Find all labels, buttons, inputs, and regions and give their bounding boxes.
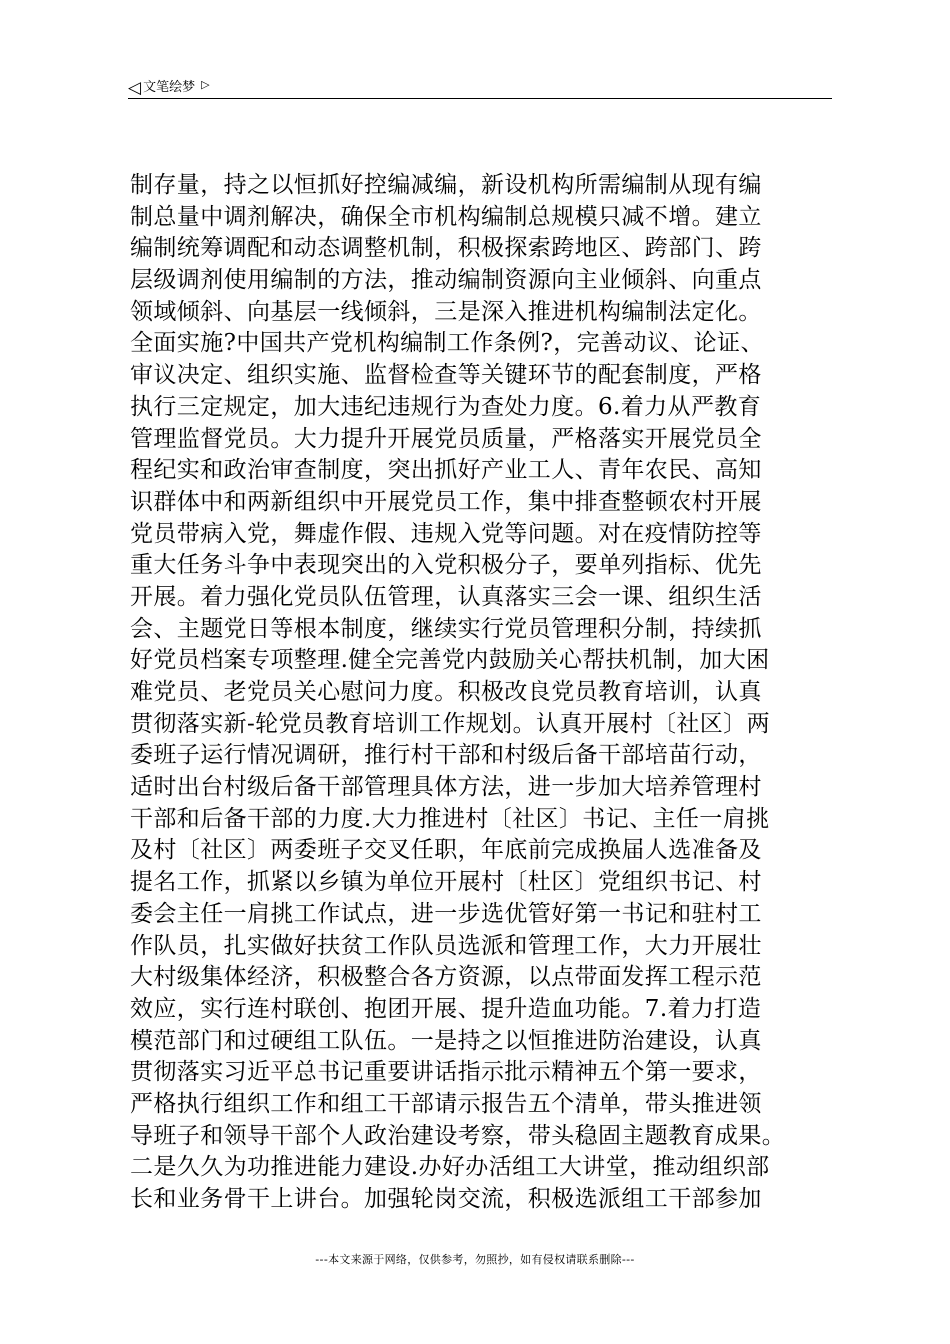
- body-line: 委会主任一肩挑工作试点，进一步选优管好第一书记和驻村工: [130, 900, 762, 927]
- body-line: 党员带病入党，舞虚作假、违规入党等问题。对在疫情防控等: [130, 520, 762, 547]
- body-line: 委班子运行情况调研，推行村干部和村级后备干部培苗行动，: [130, 742, 762, 769]
- body-line: 领域倾斜、向基层一线倾斜，三是深入推进机构编制法定化。: [130, 298, 762, 325]
- header-brand: [128, 76, 210, 98]
- body-line: 提名工作，抓紧以乡镇为单位开展村〔杜区〕党组织书记、村: [130, 869, 762, 896]
- body-line: 制存量，持之以恒抓好控编减编，新设机构所需编制从现有编: [130, 172, 762, 198]
- body-line: 重大任务斗争中表现突出的入党积极分子，要单列指标、优先: [130, 552, 762, 579]
- body-line: 难党员、老党员关心慰问力度。积极改良党员教育培训，认真: [130, 679, 762, 705]
- body-line: 严格执行组织工作和组工干部请示报告五个清单，带头推进领: [130, 1090, 762, 1117]
- triangle-right-icon: ▷: [201, 78, 210, 91]
- body-line: 及村〔社区〕两委班子交叉任职，年底前完成换届人选准备及: [130, 837, 762, 864]
- body-line: 管理监督党员。大力提升开展党员质量，严格落实开展党员全: [130, 425, 762, 452]
- body-line: 执行三定规定，加大违纪违规行为查处力度。6.着力从严教育: [130, 393, 762, 420]
- body-line: 大村级集体经济，积极整合各方资源，以点带面发挥工程示范: [130, 964, 762, 991]
- body-line: 作队员，扎实做好扶贫工作队员选派和管理工作，大力开展壮: [130, 932, 762, 959]
- document-body: [130, 170, 832, 1216]
- header-title: 文笔绘梦: [143, 80, 196, 95]
- body-line: 会、主题党日等根本制度，继续实行党员管理积分制，持续抓: [130, 615, 762, 642]
- body-line: 制总量中调剂解决，确保全市机构编制总规模只减不增。建立: [130, 203, 762, 230]
- body-line: 层级调剂使用编制的方法，推动编制资源向主业倾斜、向重点: [130, 267, 762, 294]
- body-line: 二是久久为功推进能力建设.办好办活组工大讲堂，推动组织部: [130, 1154, 770, 1181]
- page-header: [128, 72, 832, 99]
- body-line: 长和业务骨干上讲台。加强轮岗交流，积极选派组工干部参加: [130, 1186, 762, 1212]
- body-line: 识群体中和两新组织中开展党员工作，集中排查整顿农村开展: [130, 488, 762, 515]
- body-line: 编制统筹调配和动态调整机制，积极探索跨地区、跨部门、跨: [130, 235, 762, 262]
- page-footer: ---本文来源于网络，仅供参考，勿照抄，如有侵权请联系删除---: [315, 1253, 635, 1266]
- body-line: 好党员档案专项整理.健全完善党内鼓励关心帮扶机制，加大困: [130, 647, 770, 674]
- triangle-left-icon: ◁: [128, 78, 142, 98]
- body-line: 程纪实和政治审查制度，突出抓好产业工人、青年农民、高知: [130, 457, 762, 484]
- body-line: 贯彻落实新-轮党员教育培训工作规划。认真开展村〔社区〕两: [130, 710, 770, 737]
- body-line: 效应，实行连村联创、抱团开展、提升造血功能。7.着力打造: [130, 995, 762, 1022]
- body-line: 适时出台村级后备干部管理具体方法，进一步加大培养管理村: [130, 774, 762, 801]
- body-line: 开展。着力强化党员队伍管理，认真落实三会一课、组织生活: [130, 583, 762, 610]
- body-line: 审议决定、组织实施、监督检查等关键环节的配套制度，严格: [130, 362, 762, 389]
- body-line: 导班子和领导干部个人政治建设考察，带头稳固主题教育成果。: [130, 1122, 786, 1149]
- body-line: 贯彻落实习近平总书记重要讲话指示批示精神五个第一要求，: [130, 1059, 762, 1086]
- body-line: 模范部门和过硬组工队伍。一是持之以恒推进防治建设，认真: [130, 1027, 762, 1054]
- body-line: 全面实施?中国共产党机构编制工作条例?，完善动议、论证、: [130, 330, 764, 357]
- body-line: 干部和后备干部的力度.大力推进村〔社区〕书记、主任一肩挑: [130, 805, 770, 832]
